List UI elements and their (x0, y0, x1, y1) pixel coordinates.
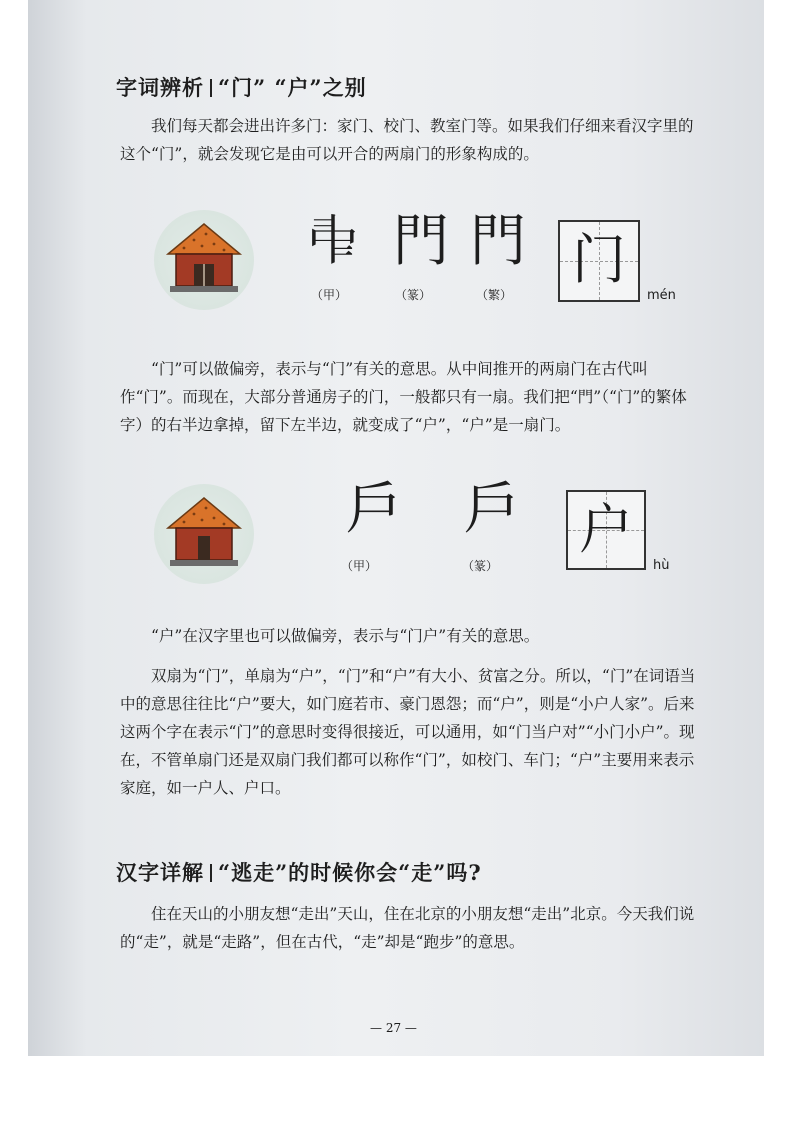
hu-seal-glyph: 戶 (464, 477, 520, 542)
section2-paragraph-1: 住在天山的小朋友想“走出”天山，住在北京的小朋友想“走出”北京。今天我们说的“走”，就是“走路”，但在古代，“走”却是“跑步”的意思。 (120, 905, 695, 951)
house-double-door-icon (154, 210, 254, 310)
section1-heading (116, 72, 367, 102)
book-page (28, 0, 764, 1056)
hu-character: 户 (579, 498, 633, 561)
hu-seal-caption: （篆） (462, 559, 499, 573)
men-traditional-caption: （繁） (476, 288, 513, 302)
men-seal-caption: （篆） (395, 288, 432, 302)
hu-oracle-caption: （甲） (341, 559, 378, 573)
hu-pinyin: hù (653, 558, 670, 573)
hu-oracle-glyph: 戶 (346, 477, 402, 542)
section1-paragraph-2: “门”可以做偏旁，表示与“门”有关的意思。从中间推开的两扇门在古代叫作“门”。而现在，大部分普通房子的门，一般都只有一扇。我们把“門”（“门”的繁体字）的右半边拿掉，留下左半边，就变成了“户”，“户”是一扇门。 (120, 360, 687, 434)
men-oracle-glyph: 𠁩 (305, 209, 361, 274)
section1-paragraph-4: 双扇为“门”，单扇为“户”，“门”和“户”有大小、贫富之分。所以，“门”在词语当中的意思往往比“户”要大，如门庭若市、豪门恩怨；而“户”，则是“小户人家”。后来这两个字在表示“门”的意思时变得很接近，可以通用，如“门当户对”“小门小户”。现在，不管单扇门还是双扇门我们都可以称作“门”，如校门、车门；“户”主要用来表示家庭，如一户人、户口。 (120, 667, 696, 797)
page-number: — 27 — (370, 1021, 417, 1035)
section1-paragraph-1: 我们每天都会进出许多门：家门、校门、教室门等。如果我们仔细来看汉字里的这个“门”，就会发现它是由可以开合的两扇门的形象构成的。 (120, 117, 694, 163)
section2-title-main: 汉字详解 (116, 860, 204, 885)
men-oracle-caption: （甲） (311, 288, 348, 302)
hu-character-box (566, 490, 646, 570)
men-character: 门 (572, 228, 626, 291)
heading-divider (210, 864, 212, 882)
section1-title-main: 字词辨析 (116, 75, 204, 100)
section2-title-sub: “逃走”的时候你会“走”吗? (218, 860, 482, 885)
section1-title-sub: “门” “户”之别 (218, 75, 367, 100)
men-character-box (558, 220, 640, 302)
heading-divider (210, 79, 212, 97)
house-single-door-icon (154, 484, 254, 584)
section1-paragraph-3: “户”在汉字里也可以做偏旁，表示与“门户”有关的意思。 (151, 627, 540, 645)
section2-heading (116, 857, 482, 887)
men-seal-glyph: 門 (393, 209, 449, 274)
men-traditional-glyph: 門 (470, 209, 526, 274)
men-pinyin: mén (647, 288, 676, 303)
